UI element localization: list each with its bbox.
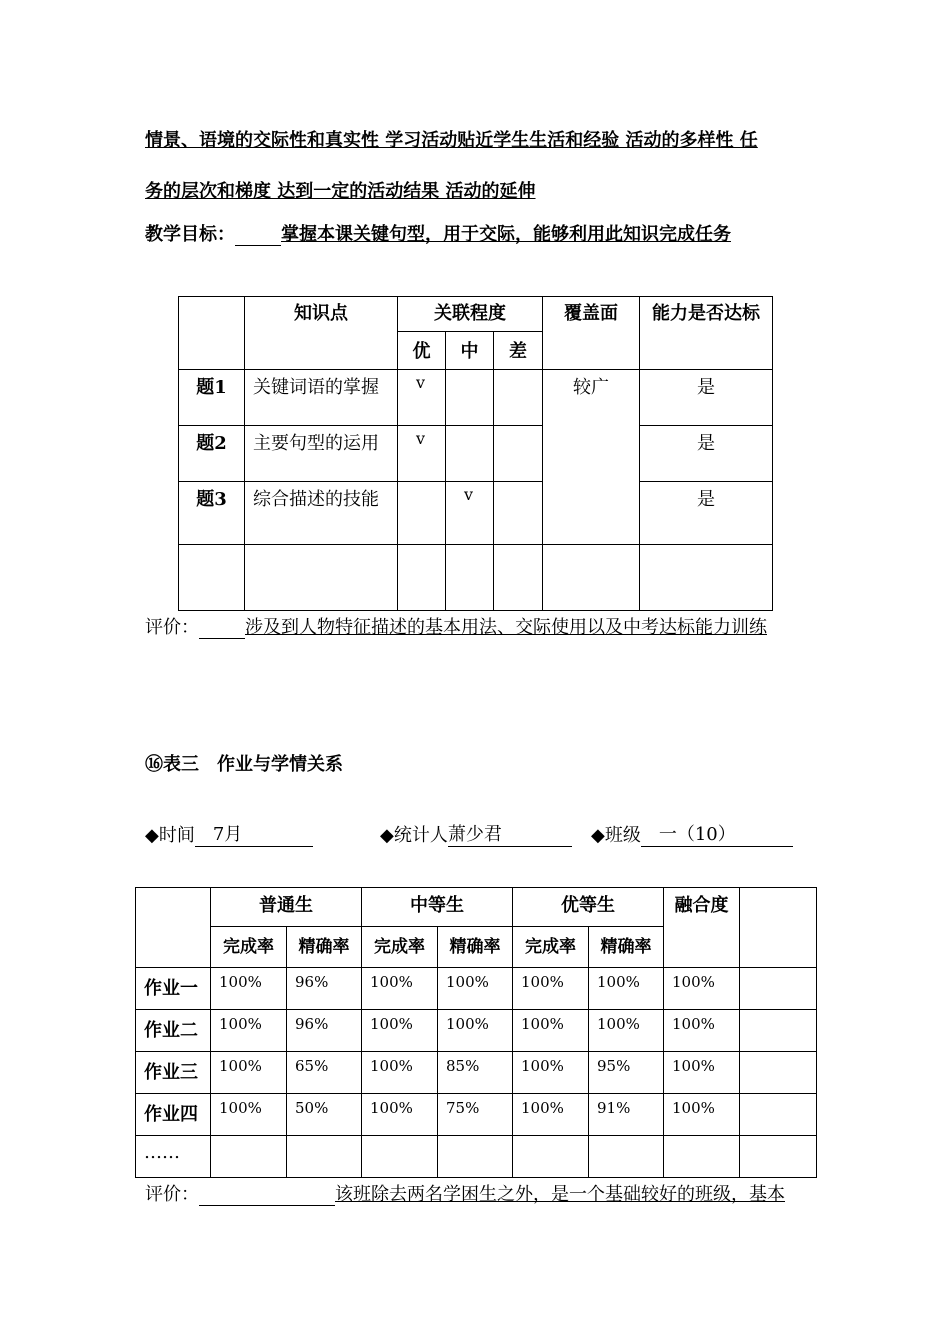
knowledge-table — [178, 296, 773, 611]
data-cell: 100% — [438, 968, 513, 1010]
data-cell: 100% — [362, 968, 438, 1010]
statistician-value: 萧少君 — [448, 820, 572, 847]
table1-row-label: 题3 — [179, 482, 245, 545]
data-cell — [513, 1136, 589, 1178]
table1-ability-cell: 是 — [640, 482, 773, 545]
evaluation-2 — [145, 1180, 785, 1206]
table1-poor-cell — [494, 370, 543, 426]
homework-label: 作业四 — [136, 1094, 211, 1136]
completion-rate-header: 完成率 — [362, 927, 438, 968]
coverage-header: 覆盖面 — [543, 297, 640, 370]
eval2-text: 该班除去两名学困生之外，是一个基础较好的班级，基本 — [335, 1184, 785, 1205]
accuracy-rate-header: 精确率 — [287, 927, 362, 968]
time-field — [145, 820, 313, 847]
table1-knowledge-cell: 主要句型的运用 — [245, 426, 398, 482]
table1-poor-cell — [494, 482, 543, 545]
eval1-text: 涉及到人物特征描述的基本用法、交际使用以及中考达标能力训练 — [245, 617, 767, 638]
data-cell: 100% — [664, 1094, 740, 1136]
data-cell: 100% — [211, 1010, 287, 1052]
data-cell — [664, 1136, 740, 1178]
class-label: ◆班级 — [591, 825, 641, 846]
relation-header: 关联程度 — [398, 297, 543, 332]
table1-empty-cell — [245, 545, 398, 611]
data-cell: 65% — [287, 1052, 362, 1094]
table1-poor-cell — [494, 426, 543, 482]
table1-empty-cell — [446, 545, 494, 611]
time-label: ◆时间 — [145, 825, 195, 846]
data-cell: 100% — [362, 1010, 438, 1052]
data-cell: 100% — [589, 1010, 664, 1052]
table1-empty-cell — [543, 545, 640, 611]
homework-label: 作业三 — [136, 1052, 211, 1094]
goal-label: 教学目标： — [145, 224, 235, 245]
data-cell: 100% — [664, 1010, 740, 1052]
fusion-header: 融合度 — [664, 888, 740, 968]
relation-poor-header: 差 — [494, 332, 543, 370]
data-cell: 100% — [513, 1052, 589, 1094]
data-cell: 95% — [589, 1052, 664, 1094]
relation-mid-header: 中 — [446, 332, 494, 370]
goal-underline-gap — [235, 224, 281, 246]
data-cell — [740, 1052, 817, 1094]
table1-empty-cell — [640, 545, 773, 611]
data-cell: 100% — [513, 968, 589, 1010]
table-row — [136, 1052, 817, 1094]
table1-good-cell — [398, 482, 446, 545]
data-cell: 96% — [287, 1010, 362, 1052]
data-cell — [740, 1010, 817, 1052]
data-cell — [211, 1136, 287, 1178]
homework-table — [135, 887, 817, 1178]
data-cell: 100% — [664, 1052, 740, 1094]
data-cell — [740, 1136, 817, 1178]
table1-knowledge-cell: 综合描述的技能 — [245, 482, 398, 545]
data-cell: 100% — [513, 1010, 589, 1052]
class-value: 一（10） — [641, 820, 793, 847]
data-cell: 100% — [589, 968, 664, 1010]
table-row — [136, 1136, 817, 1178]
table2-blank-header — [740, 888, 817, 968]
data-cell: 100% — [211, 1052, 287, 1094]
table-row — [136, 1010, 817, 1052]
accuracy-rate-header: 精确率 — [438, 927, 513, 968]
table-row — [136, 968, 817, 1010]
data-cell — [362, 1136, 438, 1178]
knowledge-point-header: 知识点 — [245, 297, 398, 370]
goal-text: 掌握本课关键句型，用于交际，能够利用此知识完成任务 — [281, 224, 731, 245]
table1-good-cell: v — [398, 426, 446, 482]
data-cell — [438, 1136, 513, 1178]
data-cell: 85% — [438, 1052, 513, 1094]
table1-ability-cell: 是 — [640, 370, 773, 426]
table1-mid-cell: v — [446, 482, 494, 545]
table1-knowledge-cell: 关键词语的掌握 — [245, 370, 398, 426]
relation-good-header: 优 — [398, 332, 446, 370]
completion-rate-header: 完成率 — [211, 927, 287, 968]
data-cell: 50% — [287, 1094, 362, 1136]
table2-corner-cell — [136, 888, 211, 968]
table1-mid-cell — [446, 426, 494, 482]
homework-label: 作业一 — [136, 968, 211, 1010]
coverage-cell: 较广 — [543, 370, 640, 545]
data-cell — [589, 1136, 664, 1178]
class-field — [591, 820, 793, 847]
data-cell: 100% — [362, 1094, 438, 1136]
accuracy-rate-header: 精确率 — [589, 927, 664, 968]
eval1-underline-gap — [199, 617, 245, 639]
data-cell: 100% — [211, 1094, 287, 1136]
section-title: ⑯表三 作业与学情关系 — [145, 754, 343, 775]
homework-label: …… — [136, 1136, 211, 1178]
data-cell: 100% — [513, 1094, 589, 1136]
table1-empty-cell — [494, 545, 543, 611]
table-row — [136, 1094, 817, 1136]
table1-good-cell: v — [398, 370, 446, 426]
group-header-regular: 普通生 — [211, 888, 362, 927]
data-cell: 100% — [664, 968, 740, 1010]
statistician-label: ◆统计人 — [380, 825, 448, 846]
data-cell: 91% — [589, 1094, 664, 1136]
completion-rate-header: 完成率 — [513, 927, 589, 968]
table1-empty-cell — [179, 545, 245, 611]
time-value: 7月 — [195, 820, 313, 847]
data-cell: 100% — [211, 968, 287, 1010]
table1-corner-cell — [179, 297, 245, 370]
table1-row-label: 题2 — [179, 426, 245, 482]
data-cell — [740, 1094, 817, 1136]
data-cell: 96% — [287, 968, 362, 1010]
data-cell — [287, 1136, 362, 1178]
intro-line-2: 务的层次和梯度 达到一定的活动结果 活动的延伸 — [145, 181, 536, 202]
group-header-excellent: 优等生 — [513, 888, 664, 927]
group-header-middle: 中等生 — [362, 888, 513, 927]
eval2-underline-gap — [199, 1184, 335, 1206]
eval2-label: 评价： — [145, 1184, 199, 1205]
homework-label: 作业二 — [136, 1010, 211, 1052]
table1-mid-cell — [446, 370, 494, 426]
table1-row-label: 题1 — [179, 370, 245, 426]
intro-line-1: 情景、语境的交际性和真实性 学习活动贴近学生生活和经验 活动的多样性 任 — [145, 130, 758, 151]
data-cell — [740, 968, 817, 1010]
evaluation-1 — [145, 613, 767, 639]
data-cell: 75% — [438, 1094, 513, 1136]
teaching-goal — [145, 220, 731, 246]
eval1-label: 评价： — [145, 617, 199, 638]
data-cell: 100% — [362, 1052, 438, 1094]
statistician-field — [380, 820, 572, 847]
ability-header: 能力是否达标 — [640, 297, 773, 370]
table1-ability-cell: 是 — [640, 426, 773, 482]
data-cell: 100% — [438, 1010, 513, 1052]
table1-empty-cell — [398, 545, 446, 611]
